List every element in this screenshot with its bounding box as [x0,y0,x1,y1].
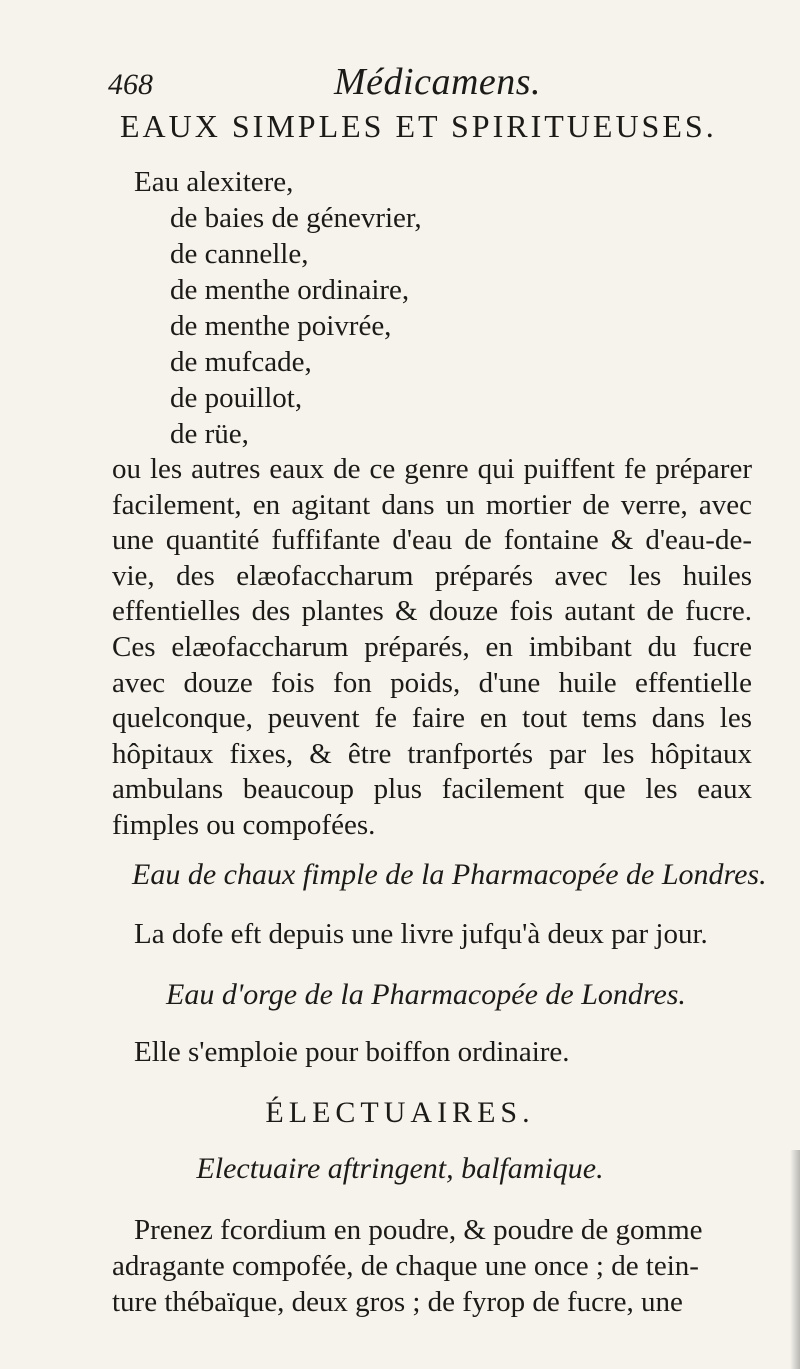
list-item: Eau alexitere, [134,166,294,198]
body-paragraph: ou les autres eaux de ce genre qui puiffent fe préparer facilement, en agitant dans un mortier de verre, avec une quantité fuffifante d'eau de fontaine & d'eau-de-vie, des elæofaccharum préparés avec les huiles effentielles des plantes & douze fois autant de fucre. Ces elæofaccharum préparés, en imbibant du fucre avec douze fois fon poids, d'une huile effentielle quelconque, peuvent fe faire en tout tems dans les hôpitaux fixes, & être tranfportés par les hôpitaux ambulans beaucoup plus facilement que les eaux fimples ou compofées. [112,453,752,841]
recipe-line: Prenez fcordium en poudre, & poudre de gomme [134,1214,703,1246]
section-title: EAUX SIMPLES ET SPIRITUEUSES. [120,108,717,144]
electuaires-title: ÉLECTUAIRES. [265,1096,535,1129]
list-item: de menthe ordinaire, [170,274,410,306]
page-number: 468 [108,68,153,101]
entry-text-chaux: La dofe eft depuis une livre jufqu'à deux par jour. [134,918,708,950]
running-title: Médicamens. [334,61,542,103]
list-item: de pouillot, [170,382,303,414]
electuaire-heading: Electuaire aftringent, balfamique. [196,1152,604,1185]
page-edge-shadow [790,1150,800,1369]
recipe-line: ture thébaïque, deux gros ; de fyrop de fucre, une [112,1286,683,1318]
entry-heading-chaux: Eau de chaux fimple de la Pharmacopée de Londres. [132,858,767,891]
list-item: de rüe, [170,418,249,450]
entry-text-orge: Elle s'emploie pour boiffon ordinaire. [134,1036,570,1068]
list-item: de mufcade, [170,346,312,378]
list-item: de cannelle, [170,238,309,270]
list-item: de menthe poivrée, [170,310,392,342]
recipe-line: adragante compofée, de chaque une once ; de tein- [112,1250,699,1282]
entry-heading-orge: Eau d'orge de la Pharmacopée de Londres. [166,978,686,1011]
running-head [108,60,728,104]
list-item: de baies de génevrier, [170,202,422,234]
